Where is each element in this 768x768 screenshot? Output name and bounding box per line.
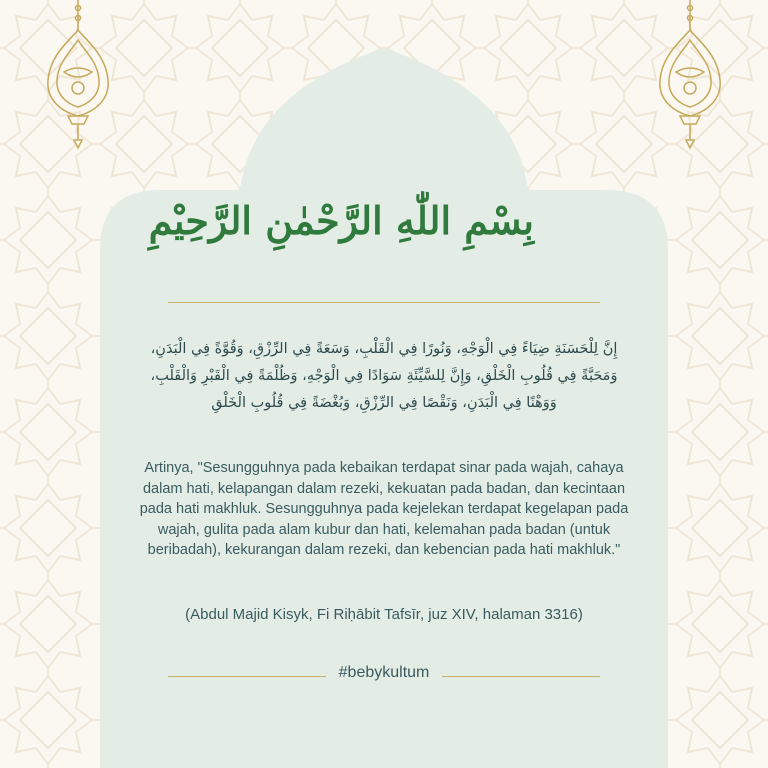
hanging-lantern-icon — [40, 0, 116, 150]
basmala-calligraphy: بِسْمِ اللّٰهِ الرَّحْمٰنِ الرَّحِيْمِ — [148, 198, 534, 243]
bottom-divider-right — [442, 676, 600, 677]
arabic-quote: إِنَّ لِلْحَسَنَةِ ضِيَاءً فِي الْوَجْهِ، وَنُورًا فِي الْقَلْبِ، وَسَعَةً فِي الرِّزْقِ، وَقُوَّةً فِي الْبَدَنِ، وَمَحَبَّةً فِي قُلُوبِ الْخَلْقِ، وَإِنَّ لِلسَّيِّئَةِ سَوَادًا فِي الْوَجْهِ، وَظُلْمَةً فِي الْقَبْرِ وَالْقَلْبِ، وَوَهْنًا فِي الْبَدَنِ، وَنَقْصًا فِي الرِّزْقِ، وَبُغْضَةً فِي قُلُوبِ الْخَلْقِ — [150, 341, 618, 411]
source-citation: (Abdul Majid Kisyk, Fi Riḥābit Tafsīr, juz XIV, halaman 3316) — [185, 606, 583, 623]
hanging-lantern-icon — [652, 0, 728, 150]
hashtag-label: #bebykultum — [338, 664, 430, 681]
translation-text: Artinya, "Sesungguhnya pada kebaikan terdapat sinar pada wajah, cahaya dalam hati, kelapangan dalam rezeki, kekuatan pada badan, dan kecintaan pada hati makhluk. Sesungguhnya pada kejelekan terdapat kegelapan pada wajah, gulita pada alam kubur dan hati, kelemahan pada badan (untuk beribadah), kekurangan dalam rezeki, dan kebencian pada hati makhluk." — [139, 460, 629, 558]
top-divider — [168, 302, 600, 303]
